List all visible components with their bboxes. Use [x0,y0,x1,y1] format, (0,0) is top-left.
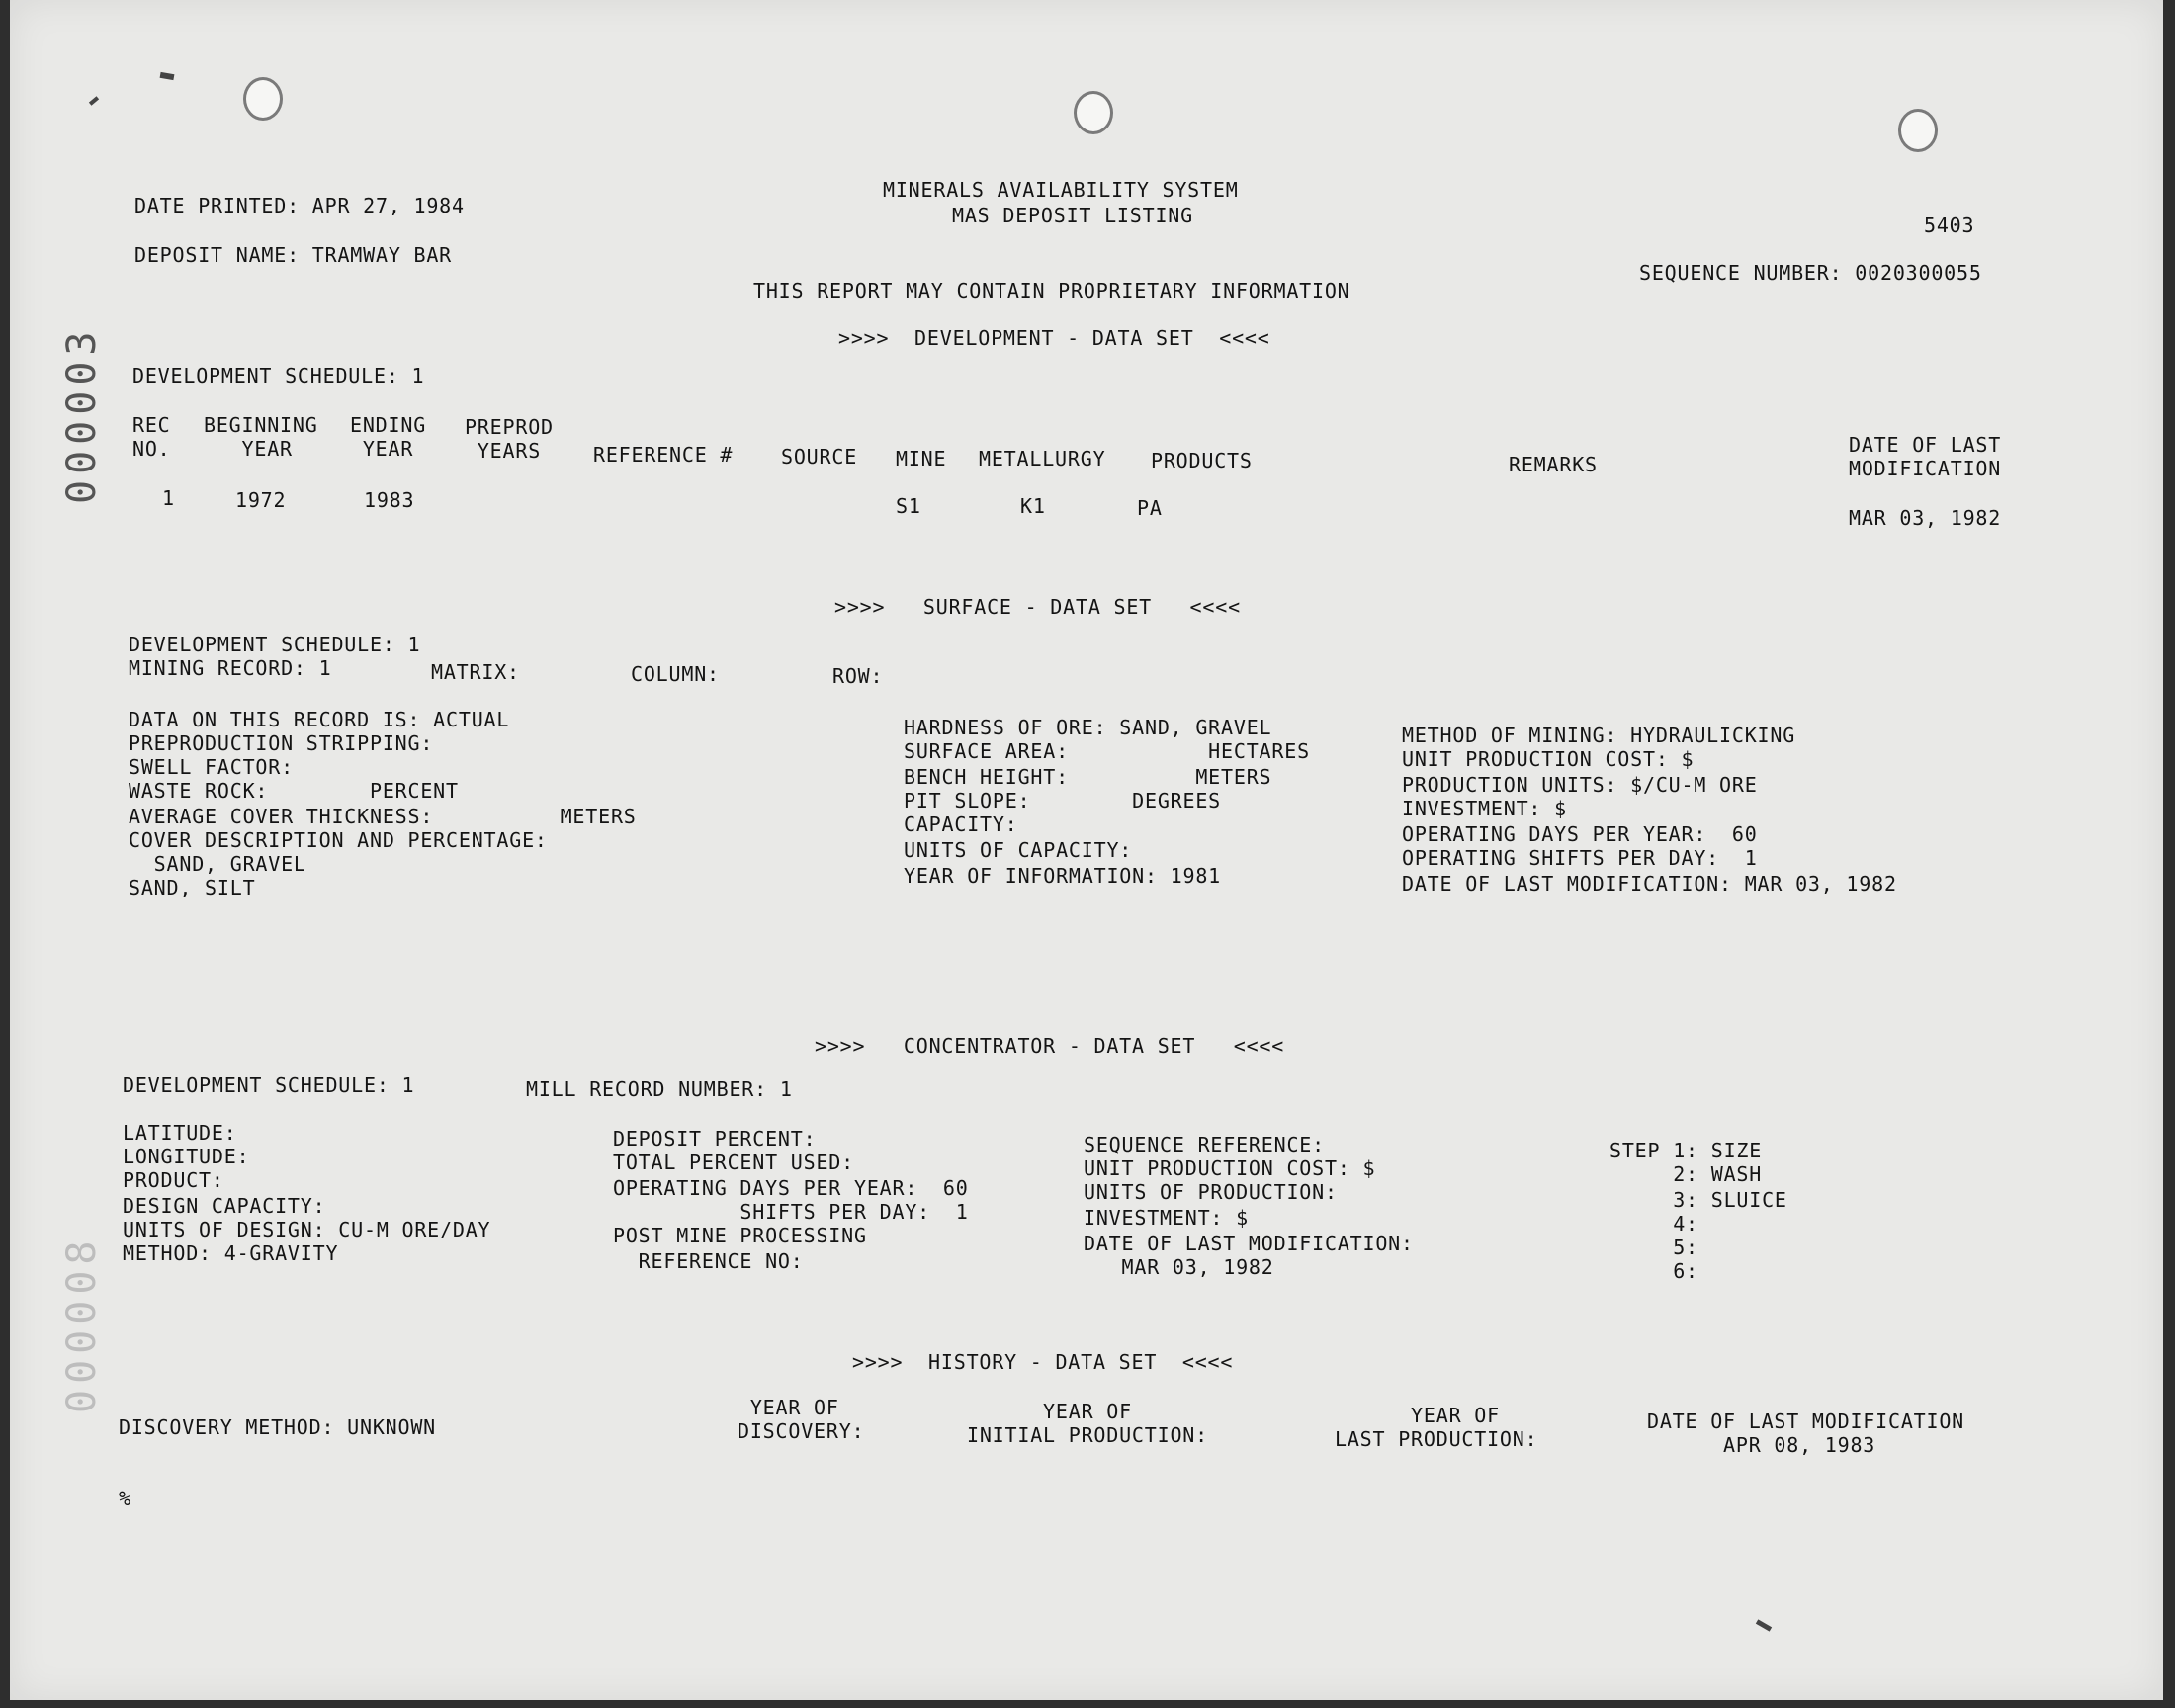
history-section-title: >>>> HISTORY - DATA SET <<<< [852,1350,1234,1374]
listing-title: MAS DEPOSIT LISTING [952,204,1193,227]
page-stamp-number-faint: 000008 [59,1235,105,1413]
surface-field: OPERATING DAYS PER YEAR: 60 [1402,822,1758,846]
column-label: COLUMN: [631,662,720,686]
surface-field: BENCH HEIGHT: METERS [904,765,1272,789]
concentrator-field: OPERATING DAYS PER YEAR: 60 [613,1176,969,1200]
surface-field: COVER DESCRIPTION AND PERCENTAGE: [129,828,548,852]
surface-field: PRODUCTION UNITS: $/CU-M ORE [1402,773,1758,797]
concentrator-field: DEPOSIT PERCENT: [613,1127,817,1151]
stray-mark [160,72,175,80]
concentrator-field: TOTAL PERCENT USED: [613,1151,854,1174]
col-header-reference: REFERENCE # [593,443,734,467]
row-products: PA [1137,496,1163,520]
mining-record: MINING RECORD: 1 [129,656,332,680]
surface-field: DATA ON THIS RECORD IS: ACTUAL [129,708,510,731]
surface-field: SAND, GRAVEL [129,852,306,876]
process-step: 2: WASH [1610,1162,1763,1186]
col-header-remarks: REMARKS [1509,453,1598,476]
concentrator-field: LATITUDE: [123,1121,237,1145]
matrix-label: MATRIX: [431,660,520,684]
surface-schedule: DEVELOPMENT SCHEDULE: 1 [129,633,421,656]
col-header-source: SOURCE [781,445,858,469]
concentrator-field: SHIFTS PER DAY: 1 [613,1200,969,1224]
surface-field: YEAR OF INFORMATION: 1981 [904,864,1222,888]
col-header-beginning-year: BEGINNING YEAR [204,413,318,461]
col-header-preprod-years: PREPROD YEARS [465,415,554,463]
concentrator-field: PRODUCT: [123,1168,224,1192]
concentrator-field: UNITS OF DESIGN: CU-M ORE/DAY [123,1218,491,1241]
col-header-mine: MINE [896,447,947,470]
process-step: 3: SLUICE [1610,1188,1787,1212]
concentrator-section-title: >>>> CONCENTRATOR - DATA SET <<<< [815,1034,1285,1058]
surface-field: CAPACITY: [904,812,1018,836]
discovery-method: DISCOVERY METHOD: UNKNOWN [119,1415,437,1439]
document-page [10,0,2163,1700]
col-header-metallurgy: METALLURGY [979,447,1106,470]
concentrator-field: DESIGN CAPACITY: [123,1194,326,1218]
page-number: 5403 [1924,214,1975,237]
surface-field: UNIT PRODUCTION COST: $ [1402,747,1695,771]
concentrator-field: UNIT PRODUCTION COST: $ [1084,1156,1376,1180]
row-rec: 1 [162,486,175,510]
concentrator-field: SEQUENCE REFERENCE: [1084,1133,1325,1156]
col-header-products: PRODUCTS [1151,449,1253,472]
process-step: 4: [1610,1212,1698,1236]
concentrator-field: UNITS OF PRODUCTION: [1084,1180,1338,1204]
concentrator-field: POST MINE PROCESSING [613,1224,867,1247]
proprietary-notice: THIS REPORT MAY CONTAIN PROPRIETARY INFORMATION [753,279,1350,302]
surface-field: WASTE ROCK: PERCENT [129,779,459,803]
process-step: 6: [1610,1259,1698,1283]
year-of-initial-production: YEAR OF INITIAL PRODUCTION: [967,1400,1208,1447]
surface-field: METHOD OF MINING: HYDRAULICKING [1402,724,1796,747]
surface-field: PIT SLOPE: DEGREES [904,789,1222,812]
concentrator-field: REFERENCE NO: [613,1249,804,1273]
concentrator-field: DATE OF LAST MODIFICATION: [1084,1232,1414,1255]
col-header-date-modification: DATE OF LAST MODIFICATION [1849,433,2002,480]
concentrator-field: MAR 03, 1982 [1084,1255,1274,1279]
punch-hole-right [1898,109,1938,152]
stray-mark [1756,1619,1772,1631]
surface-field: HARDNESS OF ORE: SAND, GRAVEL [904,716,1272,739]
surface-field: SWELL FACTOR: [129,755,294,779]
surface-field: OPERATING SHIFTS PER DAY: 1 [1402,846,1758,870]
concentrator-field: METHOD: 4-GRAVITY [123,1241,339,1265]
surface-section-title: >>>> SURFACE - DATA SET <<<< [834,595,1241,619]
row-metallurgy: K1 [1020,494,1046,518]
row-label: ROW: [832,664,884,688]
date-printed: DATE PRINTED: APR 27, 1984 [134,194,465,217]
year-of-discovery: YEAR OF DISCOVERY: [738,1396,865,1443]
surface-field: PREPRODUCTION STRIPPING: [129,731,434,755]
surface-field: INVESTMENT: $ [1402,797,1567,820]
system-title: MINERALS AVAILABILITY SYSTEM [883,178,1239,202]
row-mine: S1 [896,494,921,518]
col-header-ending-year: ENDING YEAR [350,413,427,461]
development-section-title: >>>> DEVELOPMENT - DATA SET <<<< [838,326,1270,350]
row-ending-year: 1983 [364,488,415,512]
concentrator-schedule: DEVELOPMENT SCHEDULE: 1 [123,1073,415,1097]
surface-field: SAND, SILT [129,876,256,899]
surface-field: AVERAGE COVER THICKNESS: METERS [129,805,637,828]
punch-hole-center [1074,91,1113,134]
page-stamp-number: 000003 [59,325,105,504]
concentrator-field: LONGITUDE: [123,1145,250,1168]
surface-field: UNITS OF CAPACITY: [904,838,1133,862]
mill-record-number: MILL RECORD NUMBER: 1 [526,1077,793,1101]
row-beginning-year: 1972 [235,488,287,512]
sequence-number: SEQUENCE NUMBER: 0020300055 [1639,261,1982,285]
process-step: 5: [1610,1236,1698,1259]
process-step: STEP 1: SIZE [1610,1139,1763,1162]
footer-mark: % [119,1487,131,1510]
row-date-modification: MAR 03, 1982 [1849,506,2002,530]
deposit-name: DEPOSIT NAME: TRAMWAY BAR [134,243,453,267]
punch-hole-left [243,77,283,121]
development-schedule: DEVELOPMENT SCHEDULE: 1 [132,364,425,387]
surface-field: DATE OF LAST MODIFICATION: MAR 03, 1982 [1402,872,1897,896]
history-date-modification: DATE OF LAST MODIFICATION APR 08, 1983 [1647,1409,1965,1457]
surface-field: SURFACE AREA: HECTARES [904,739,1310,763]
concentrator-field: INVESTMENT: $ [1084,1206,1249,1230]
col-header-rec: REC NO. [132,413,171,461]
year-of-last-production: YEAR OF LAST PRODUCTION: [1335,1404,1538,1451]
stray-mark [89,96,99,105]
